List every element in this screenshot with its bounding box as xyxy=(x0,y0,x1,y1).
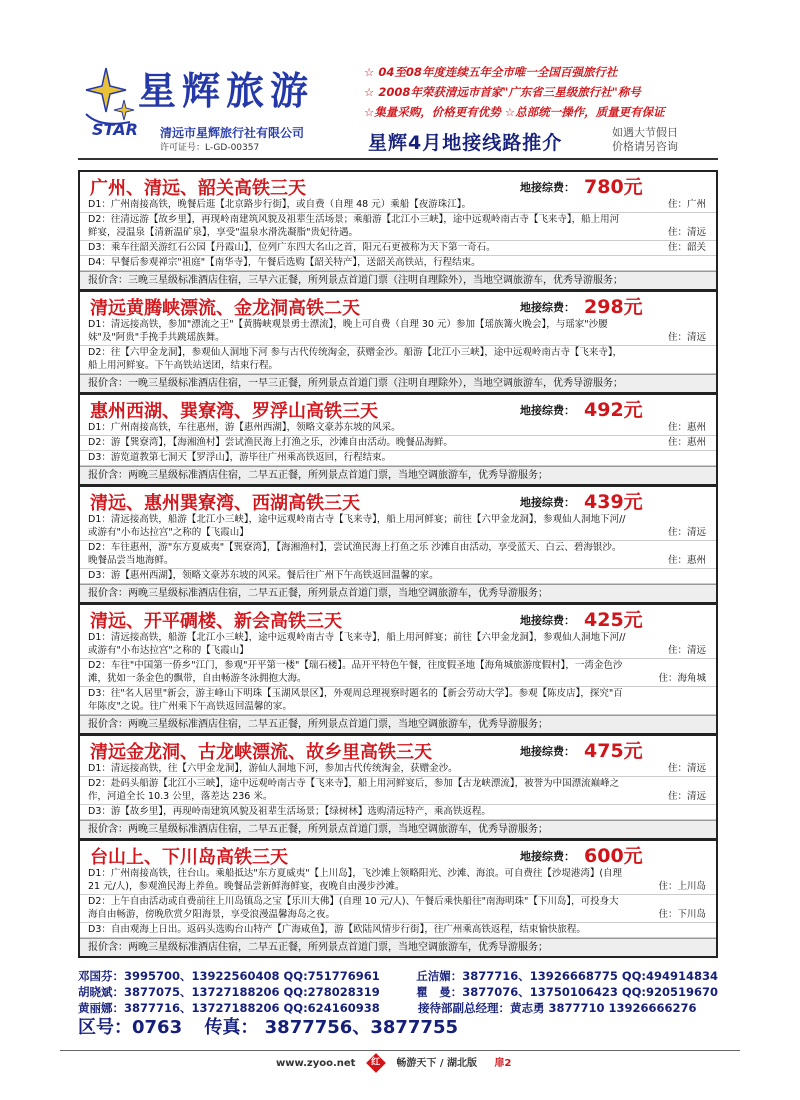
itinerary-day xyxy=(80,421,716,436)
day-text: D1：清远接高铁，船游【北江小三峡】，途中远观岭南古寺【飞来寺】，船上用河鲜宴；前往【六甲金龙洞】，参观仙人洞地下河//或游有"小布达拉宫"之称的【飞霞山】 xyxy=(88,514,626,538)
price-label: 地接综费： xyxy=(520,496,575,509)
price-label: 地接综费： xyxy=(520,850,575,863)
contact-entry: 接待部副总经理：黄志勇 3877710 13926666276 xyxy=(418,1001,697,1015)
itinerary-day xyxy=(80,867,716,895)
tour-title: 台山上、下川岛高铁三天 xyxy=(90,847,288,868)
tour-price: 475元 xyxy=(584,740,643,762)
tour-header xyxy=(80,605,716,631)
logo-star-word: STAR xyxy=(92,120,138,139)
contact-entry: 邓国芬：3995700、13922560408 QQ:751776961 xyxy=(78,969,380,983)
tour-header xyxy=(80,736,716,762)
tour-header xyxy=(80,487,716,513)
itinerary-day xyxy=(80,451,716,466)
itinerary-day xyxy=(80,777,716,805)
day-stay: 住：上川岛 xyxy=(658,881,706,892)
day-text: D3：游【故乡里】，再现岭南建筑风貌及祖辈生活场景；【绿树林】选购清远特产，乘高铁返程。 xyxy=(88,806,491,817)
tour-block xyxy=(80,172,716,292)
itinerary-day xyxy=(80,569,716,584)
tour-price: 492元 xyxy=(584,399,643,421)
tour-header xyxy=(80,841,716,867)
footer-badge-text: 红 xyxy=(371,1057,381,1068)
day-stay: 住：海角城 xyxy=(658,673,706,684)
price-label: 地接综费： xyxy=(520,301,575,314)
contact-entry: 瞿 曼：3877076、13750106423 QQ:920519670 xyxy=(416,985,718,999)
itinerary-day xyxy=(80,436,716,451)
itinerary-day xyxy=(80,241,716,256)
contacts xyxy=(78,968,718,1036)
footer-text xyxy=(276,1054,511,1070)
day-text: D1：广州南接高铁，晚餐后逛【北京路步行街】，或自费（自理 48 元）乘船【夜游珠江】。 xyxy=(88,199,471,210)
itinerary-day xyxy=(80,923,716,938)
footer-badge-icon xyxy=(366,1053,386,1073)
slogan-line: ☆ 2008年荣获清远市首家"广东省三星级旅行社"称号 xyxy=(364,85,641,99)
contact-row xyxy=(78,968,718,984)
day-stay: 住：韶关 xyxy=(667,242,706,253)
tour-block xyxy=(80,292,716,395)
day-text: D1：广州南接高铁，车往惠州，游【惠州西湖】，领略文豪苏东坡的风采。 xyxy=(88,422,401,433)
itinerary-day xyxy=(80,895,716,923)
tour-list xyxy=(78,170,718,958)
tour-price: 600元 xyxy=(584,845,643,867)
slogans xyxy=(364,62,724,122)
day-text: D1：清远接高铁，参加"漂流之王"【黄腾峡观景勇士漂流】，晚上可自费（自理 30 元）参加【瑶族篝火晚会】，与瑶家"沙腰妹"及"阿贵"手挽手共跳瑶族舞。 xyxy=(88,319,608,343)
logo-text: 星辉旅游 xyxy=(138,68,315,113)
itinerary-day xyxy=(80,318,716,346)
day-text: D2：车往"中国第一侨乡"江门，参观"开平第一楼"【瑞石楼】。品开平特色午餐，往度假圣地【海角城旅游度假村】，一湾金色沙滩，犹如一条金色的飘带，自由畅游冬泳拥抱大海。 xyxy=(88,660,623,684)
day-text: D2：游【巽寮湾】，【海湘渔村】尝试渔民海上打渔之乐，沙滩自由活动。晚餐品海鲜。 xyxy=(88,437,453,448)
footer-edition: 畅游天下 / 湖北版 xyxy=(396,1058,478,1069)
itinerary-day xyxy=(80,256,716,271)
tour-header xyxy=(80,395,716,421)
note-line: 价格请另咨询 xyxy=(612,140,678,153)
tour-header xyxy=(80,172,716,198)
tour-title: 清远、开平碉楼、新会高铁三天 xyxy=(90,611,342,632)
day-text: D4：早餐后参观禅宗"祖庭"【南华寺】，午餐后选购【韶关特产】，送韶关高铁站，行程结束。 xyxy=(88,257,481,268)
price-includes: 报价含：两晚三星级标准酒店住宿，二早五正餐，所列景点首道门票，当地空调旅游车，优秀导游服务； xyxy=(80,938,716,956)
tour-title: 广州、清远、韶关高铁三天 xyxy=(90,178,306,199)
slogan-line: ☆ 04至08年度连续五年全市唯一全国百强旅行社 xyxy=(364,65,618,79)
price-label: 地接综费： xyxy=(520,404,575,417)
page-headline: 星辉4月地接线路推介 xyxy=(368,132,563,154)
footer-site: www.zyoo.net xyxy=(276,1058,356,1069)
day-text: D2：往清远游【故乡里】，再现岭南建筑风貌及祖辈生活场景；乘船游【北江小三峡】，途中远观岭南古寺【飞来寺】，船上用河鲜宴，浸温泉【清新温矿泉】，享受"温泉水滑洗凝脂"贵妃待遇。 xyxy=(88,214,620,238)
day-stay: 住：惠州 xyxy=(667,555,706,566)
day-stay: 住：清远 xyxy=(667,763,706,774)
day-text: D3：往"名人居里"新会，游主峰山下明珠【玉湖风景区】，外观周总理视察时题名的【新会劳动大学】。参观【陈皮店】，探究"百年陈皮"之说。往广州乘下午高铁返回温馨的家。 xyxy=(88,688,623,712)
price-includes: 报价含：两晚三星级标准酒店住宿，二早五正餐，所列景点首道门票，当地空调旅游车，优秀导游服务； xyxy=(80,584,716,602)
tour-title: 清远、惠州巽寮湾、西湖高铁三天 xyxy=(90,493,360,514)
tour-block xyxy=(80,841,716,956)
day-stay: 住：惠州 xyxy=(667,422,706,433)
tour-block xyxy=(80,605,716,736)
note-line: 如遇大节假日 xyxy=(612,126,678,139)
day-stay: 住：清远 xyxy=(667,227,706,238)
fax-numbers: 传真： 3877756、3877755 xyxy=(204,1017,458,1038)
day-stay: 住：清远 xyxy=(667,791,706,802)
day-text: D3：自由观海上日出。返码头选购台山特产【广海咸鱼】，游【欧陆风情步行街】，往广州乘高铁返程，结束愉快旅程。 xyxy=(88,924,586,935)
license-number: 许可证号：L-GD-00357 xyxy=(160,143,260,153)
day-text: D2：车往惠州，游"东方夏威夷"【巽寮湾】，【海湘渔村】，尝试渔民海上打鱼之乐 沙滩自由活动，享受蓝天、白云、碧海银沙。晚餐品尝当地海鲜。 xyxy=(88,542,622,566)
itinerary-day xyxy=(80,198,716,213)
day-text: D2：往【六甲金龙洞】，参观仙人洞地下河 参与古代传统淘金，获赠金沙。船游【北江小三峡】，途中远观岭南古寺【飞来寺】，船上用河鲜宴。下午高铁站送团，结束行程。 xyxy=(88,347,623,371)
tour-title: 惠州西湖、巽寮湾、罗浮山高铁三天 xyxy=(90,401,378,422)
tour-header xyxy=(80,292,716,318)
page-number: 扉2 xyxy=(494,1058,512,1069)
tour-price: 780元 xyxy=(584,176,643,198)
company-name: 清远市星辉旅行社有限公司 xyxy=(160,126,305,140)
day-stay: 住：广州 xyxy=(667,199,706,210)
day-text: D2：上午自由活动或自费前往上川岛镇岛之宝【乐川大佛】(自理 10 元/人)、午餐后乘快船往"南海明珠"【下川岛】，可投身大海自由畅游，傍晚欣赏夕阳海景，享受浪漫温馨海岛之夜。 xyxy=(88,896,619,920)
itinerary-day xyxy=(80,659,716,687)
price-includes: 报价含：一晚三星级标准酒店住宿，一早三正餐，所列景点首道门票（注明自理除外），当地空调旅游车，优秀导游服务； xyxy=(80,374,716,392)
itinerary-day xyxy=(80,631,716,659)
itinerary-day xyxy=(80,541,716,569)
contact-row xyxy=(78,1000,718,1016)
tour-price: 425元 xyxy=(584,609,643,631)
day-text: D3：游【惠州西湖】，领略文豪苏东坡的风采。餐后往广州下午高铁返回温馨的家。 xyxy=(88,570,439,581)
day-stay: 住：清远 xyxy=(667,527,706,538)
contact-entry: 黄丽娜：3877716、13727188206 QQ:624160938 xyxy=(78,1001,380,1015)
tour-block xyxy=(80,487,716,605)
price-label: 地接综费： xyxy=(520,181,575,194)
footer-divider xyxy=(60,1050,740,1051)
header-divider xyxy=(78,158,718,160)
day-text: D3：乘车往韶关游红石公园【丹霞山】，位列广东四大名山之首，阳元石更被称为天下第一奇石。 xyxy=(88,242,496,253)
day-stay: 住：清远 xyxy=(667,645,706,656)
day-stay: 住：清远 xyxy=(667,332,706,343)
price-includes: 报价含：三晚三星级标准酒店住宿，三早六正餐，所列景点首道门票（注明自理除外），当地空调旅游车，优秀导游服务； xyxy=(80,271,716,289)
itinerary-day xyxy=(80,687,716,715)
tour-title: 清远黄腾峡漂流、金龙洞高铁二天 xyxy=(90,298,360,319)
star-logo-icon xyxy=(80,64,138,128)
day-text: D1：清远接高铁，往【六甲金龙洞】，游仙人洞地下河，参加古代传统淘金，获赠金沙。 xyxy=(88,763,458,774)
contact-entry: 胡晓斌：3877075、13727188206 QQ:278028319 xyxy=(78,985,380,999)
brochure-page xyxy=(78,58,718,1036)
contact-entry: 丘洁媚：3877716、13926668775 QQ:494914834 xyxy=(416,969,718,983)
itinerary-day xyxy=(80,346,716,374)
day-text: D3：游览道教第七洞天【罗浮山】，游毕往广州乘高铁返回，行程结束。 xyxy=(88,452,392,463)
itinerary-day xyxy=(80,805,716,820)
price-includes: 报价含：两晚三星级标准酒店住宿，二早五正餐，所列景点首道门票，当地空调旅游车，优秀导游服务； xyxy=(80,466,716,484)
contact-row xyxy=(78,984,718,1000)
holiday-note xyxy=(612,126,678,154)
tour-block xyxy=(80,395,716,487)
day-text: D2：赴码头船游【北江小三峡】，途中远观岭南古寺【飞来寺】，船上用河鲜宴后，参加【古龙峡漂流】，被誉为中国漂流巅峰之作，河道全长 10.3 公里，落差达 236 米。 xyxy=(88,778,620,802)
day-text: D1：广州南接高铁，往台山。乘船抵达"东方夏威夷"【上川岛】，飞沙滩上领略阳光、沙滩、海浪。可自费往【沙堤港湾】(自理 21 元/人)，参观渔民海上养鱼。晚餐品尝新鲜海鲜宴，夜晚自由漫步沙滩。 xyxy=(88,868,623,892)
day-stay: 住：惠州 xyxy=(667,437,706,448)
price-includes: 报价含：两晚三星级标准酒店住宿，二早五正餐，所列景点首道门票，当地空调旅游车，优秀导游服务； xyxy=(80,820,716,838)
page-footer xyxy=(0,1030,800,1100)
tour-price: 439元 xyxy=(584,491,643,513)
price-label: 地接综费： xyxy=(520,745,575,758)
price-includes: 报价含：两晚三星级标准酒店住宿，二早五正餐，所列景点首道门票，当地空调旅游车，优秀导游服务； xyxy=(80,715,716,733)
itinerary-day xyxy=(80,762,716,777)
day-text: D1：清远接高铁，船游【北江小三峡】，途中远观岭南古寺【飞来寺】，船上用河鲜宴；前往【六甲金龙洞】，参观仙人洞地下河//或游有"小布达拉宫"之称的【飞霞山】 xyxy=(88,632,626,656)
slogan-line: ☆集量采购，价格更有优势 ☆总部统一操作，质量更有保证 xyxy=(364,105,665,119)
itinerary-day xyxy=(80,513,716,541)
itinerary-day xyxy=(80,213,716,241)
tour-title: 清远金龙洞、古龙峡漂流、故乡里高铁三天 xyxy=(90,742,432,763)
tour-price: 298元 xyxy=(584,296,643,318)
area-code: 区号：0763 xyxy=(78,1017,183,1038)
day-stay: 住：下川岛 xyxy=(658,909,706,920)
tour-block xyxy=(80,736,716,841)
price-label: 地接综费： xyxy=(520,614,575,627)
header xyxy=(78,58,718,170)
